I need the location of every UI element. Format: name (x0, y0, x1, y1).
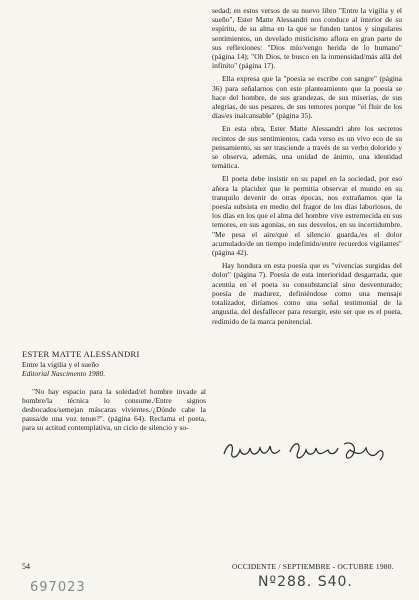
review-paragraph: sedad; en estos versos de su nuevo libro "Entre la vigilia y el sueño", Ester Matte Alessandri nos conduce al interior de su espíritu, de su alma en la que se funden tantos y singulares sentimientos, un develado misticismo aflora en gran parte de sus reflexiones: "Dios mío/vengo herida de lo humano" (página 14); "Oh Dios, te busco en la inmensidad/más allá del infinito" (página 17). (212, 6, 402, 71)
handwritten-catalog-number: 697023 (30, 580, 86, 595)
review-paragraph: Ella expresa que la "poesía se escribe con sangre" (página 36) para señalarnos con este planteamiento que la poesía se hace del hombre, de sus grandezas, de sus miserias, de sus alegrías, de sus pesares, de sus temores porque "el fluir de los días/es inalcansable" (página 35). (212, 74, 402, 121)
review-paragraph: En esta obra, Ester Matte Alessandri abre los secretos recintos de sus sentimientos, cada verso es un vivo eco de su pensamiento, su ser trasciende a través de su verbo dolorido y se observa, además, una unidad de ánimo, una identidad temática. (212, 124, 402, 171)
handwritten-number: Nº288. S40. (258, 574, 353, 590)
book-title: Entre la vigilia y el sueño (22, 360, 99, 370)
review-paragraph: Hay hondura en esta poesía que es "vivencias surgidas del dolor" (página 7). Poesía de esta interioridad desgarrada, que acentúa en el poeta su consubstancial sino desventurado; poesía de madurez, definiéndose como una mensaje totalizador, diríamos como una señal testimonial de la angustia, del desfallecer para resurgir, este ser que es el poeta, redimido de la marca penitencial. (212, 261, 402, 326)
page-number: 54 (22, 562, 30, 571)
review-paragraph: El poeta debe insistir en su papel en la sociedad, por eso añora la placidez que le permitía observar el mundo en su tranquilo devenir de otras épocas, nos extrañamos que la poesía subsista en medio del fragor de los días laboriosos, de los días en los que el alma del hombre vive estremecida en sus temores, en sus agonías, en sus desvelos, en su incertidumbre. "Me pesa el aire/que el silencio guarda,/es el dolor acumulado/de un tiempo indefinido/entre recuerdos vigilantes" (página 42). (212, 174, 402, 258)
journal-footer: OCCIDENTE / SEPTIEMBRE - OCTUBRE 1980. (232, 562, 394, 571)
handwritten-signature (220, 436, 390, 466)
left-column (22, 350, 206, 437)
book-publisher: Editorial Nascimento 1980. (22, 369, 106, 379)
review-paragraph: "No hay espacio para la soledad/el hombre invade al hombre/la técnica lo consume./Entre signos desbocados/semejan máscaras vivientes./¿Dónde cabe la pausa/de una voz tenue?". (página 64). Reclama el poeta, para su actitud contemplativa, un ciclo de silencio y so- (22, 386, 206, 433)
book-author: ESTER MATTE ALESSANDRI (22, 349, 140, 359)
right-column (212, 6, 402, 330)
